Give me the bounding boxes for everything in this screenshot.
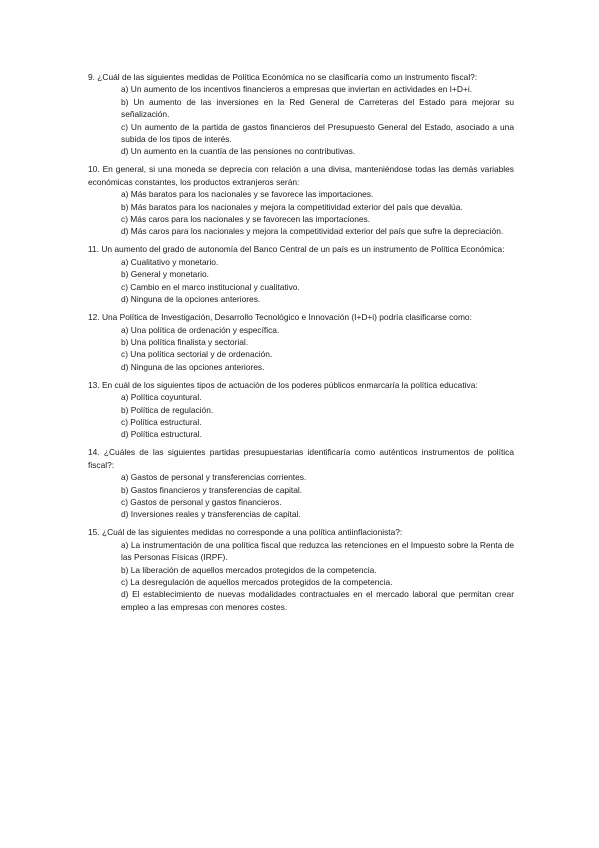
option-d: d) Ninguna de las opciones anteriores. bbox=[121, 361, 265, 372]
option-a: a) Más baratos para los nacionales y se favorece las importaciones. bbox=[121, 189, 374, 200]
option-d: d) Ninguna de la opciones anteriores. bbox=[121, 294, 261, 305]
option-d: d) El establecimiento de nuevas modalidades contractuales en el mercado laboral que permitan crear empleo a las empresas con menores costes. bbox=[121, 589, 514, 612]
option-d: d) Más caros para los nacionales y mejora la competitividad exterior del país que sufre la depreciación. bbox=[121, 226, 504, 237]
question-text: 9. ¿Cuál de las siguientes medidas de Política Económica no se clasificaría como un instrumento fiscal?: bbox=[88, 72, 478, 82]
option-b: b) Una política finalista y sectorial. bbox=[121, 336, 249, 347]
option-d: d) Política estructural. bbox=[121, 429, 202, 440]
question-13 bbox=[88, 379, 514, 441]
question-14 bbox=[88, 446, 514, 520]
question-text: 11. Un aumento del grado de autonomía del Banco Central de un país es un instrumento de Política Económica: bbox=[88, 244, 505, 255]
option-b: b) Gastos financieros y transferencias de capital. bbox=[121, 484, 303, 495]
option-b: b) La liberación de aquellos mercados protegidos de la competencia. bbox=[121, 564, 377, 575]
option-c: c) Gastos de personal y gastos financieros. bbox=[121, 496, 282, 507]
question-11 bbox=[88, 243, 514, 305]
option-a: a) Política coyuntural. bbox=[121, 392, 202, 403]
option-b: b) Más baratos para los nacionales y mejora la competitividad exterior del país que devalúa. bbox=[121, 201, 463, 212]
question-15 bbox=[88, 526, 514, 613]
question-9 bbox=[88, 71, 514, 158]
option-c: c) Más caros para los nacionales y se favorecen las importaciones. bbox=[121, 214, 371, 225]
option-a: a) Gastos de personal y transferencias corrientes. bbox=[121, 472, 307, 483]
option-c: c) Cambio en el marco institucional y cualitativo. bbox=[121, 281, 300, 292]
option-a: a) La instrumentación de una política fiscal que reduzca las retenciones en el Impuesto sobre la Renta de las Personas Físicas (IRPF). bbox=[121, 539, 514, 563]
option-c: c) Un aumento de la partida de gastos financieros del Presupuesto General del Estado, asociado a una subida de los tipos de interés. bbox=[121, 121, 514, 145]
question-10 bbox=[88, 163, 514, 237]
option-a: a) Un aumento de los incentivos financieros a empresas que inviertan en actividades en I+D+i. bbox=[121, 84, 473, 95]
option-b: b) Un aumento de las inversiones en la Red General de Carreteras del Estado para mejorar su señalización. bbox=[121, 96, 514, 120]
question-text: 10. En general, si una moneda se deprecia con relación a una divisa, manteniéndose todas las demás variables económicas constantes, los productos extranjeros serán: bbox=[88, 164, 514, 187]
option-a: a) Una política de ordenación y específica. bbox=[121, 324, 280, 335]
question-text: 14. ¿Cuáles de las siguientes partidas presupuestarias identificaría como auténticos instrumentos de política fiscal?: bbox=[88, 447, 514, 470]
question-12 bbox=[88, 311, 514, 373]
option-d: d) Un aumento en la cuantía de las pensiones no contributivas. bbox=[121, 146, 356, 157]
option-d: d) Inversiones reales y transferencias de capital. bbox=[121, 509, 301, 520]
question-text: 12. Una Política de Investigación, Desarrollo Tecnológico e Innovación (I+D+i) podría clasificarse como: bbox=[88, 312, 472, 323]
question-text: 15. ¿Cuál de las siguientes medidas no corresponde a una política antiinflacionista?: bbox=[88, 527, 403, 538]
exam-page bbox=[88, 71, 514, 619]
option-c: c) Una política sectorial y de ordenación. bbox=[121, 349, 273, 360]
option-a: a) Cualitativo y monetario. bbox=[121, 256, 219, 267]
option-b: b) Política de regulación. bbox=[121, 404, 214, 415]
option-c: c) Política estructural. bbox=[121, 416, 202, 427]
option-b: b) General y monetario. bbox=[121, 269, 209, 280]
option-c: c) La desregulación de aquellos mercados protegidos de la competencia. bbox=[121, 577, 393, 587]
question-text: 13. En cuál de los siguientes tipos de actuación de los poderes públicos enmarcaría la política educativa: bbox=[88, 379, 478, 390]
